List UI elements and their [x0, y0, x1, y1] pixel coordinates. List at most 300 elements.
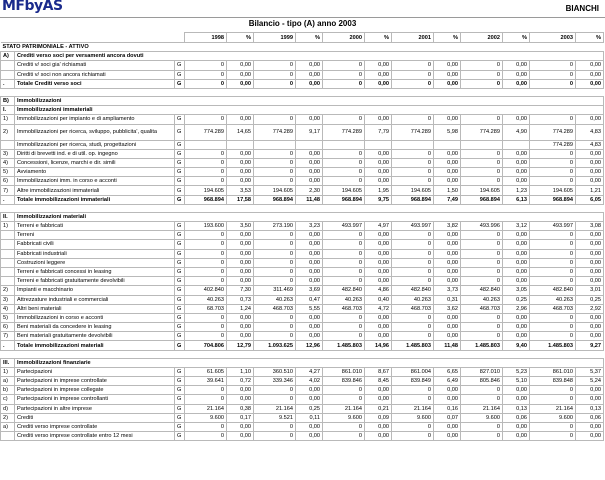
table-row — [1, 231, 604, 240]
amount-cell: 0 — [254, 177, 296, 186]
row-number: 7) — [1, 186, 15, 195]
amount-cell: 0 — [254, 395, 296, 404]
percent-cell: 3,23 — [296, 222, 323, 231]
table-row — [1, 186, 604, 195]
amount-cell: 493.997 — [323, 222, 365, 231]
row-label: Crediti verso imprese controllate — [15, 422, 175, 431]
table-row — [1, 323, 604, 332]
percent-cell: 0,31 — [434, 295, 461, 304]
row-type-flag: G — [175, 186, 185, 195]
amount-cell: 0 — [185, 386, 227, 395]
amount-cell: 0 — [323, 395, 365, 404]
group-header-label: Immobilizzazioni materiali — [15, 212, 604, 221]
amount-cell: 9.600 — [461, 413, 503, 422]
amount-cell: 0 — [392, 177, 434, 186]
amount-cell: 1.485.803 — [323, 341, 365, 350]
amount-cell: 339.346 — [254, 377, 296, 386]
amount-cell: 0 — [185, 70, 227, 79]
amount-cell: 861.010 — [530, 367, 576, 376]
percent-cell: 0,00 — [576, 168, 604, 177]
table-row — [1, 304, 604, 313]
percent-cell: 0,00 — [434, 395, 461, 404]
row-label: Partecipazioni in altre imprese — [15, 404, 175, 413]
amount-cell: 40.263 — [323, 295, 365, 304]
row-label: Crediti — [15, 413, 175, 422]
percent-cell: 0,16 — [434, 404, 461, 413]
amount-cell: 40.263 — [185, 295, 227, 304]
percent-cell: 0,00 — [503, 258, 530, 267]
percent-cell: 0,00 — [227, 177, 254, 186]
percent-cell: 5,98 — [434, 124, 461, 140]
amount-cell: 774.289 — [185, 124, 227, 140]
amount-cell: 0 — [461, 432, 503, 441]
percent-cell: 0,00 — [503, 79, 530, 88]
percent-cell: 0,00 — [296, 168, 323, 177]
amount-cell: 839.849 — [392, 377, 434, 386]
row-label: Altri beni materiali — [15, 304, 175, 313]
row-type-flag: G — [175, 286, 185, 295]
amount-cell: 0 — [323, 249, 365, 258]
percent-cell: 0,00 — [365, 158, 392, 167]
app-logo: MFbyAS — [2, 0, 63, 14]
amount-cell: 0 — [254, 240, 296, 249]
amount-cell: 1.485.803 — [392, 341, 434, 350]
percent-cell: 0,00 — [365, 386, 392, 395]
table-row — [1, 413, 604, 422]
amount-cell: 0 — [185, 323, 227, 332]
table-row — [1, 149, 604, 158]
table-row — [1, 332, 604, 341]
row-type-flag: G — [175, 295, 185, 304]
amount-cell: 0 — [530, 432, 576, 441]
percent-cell: 0,00 — [296, 432, 323, 441]
amount-cell: 0 — [254, 258, 296, 267]
percent-cell: 0,00 — [296, 395, 323, 404]
amount-cell: 9.521 — [254, 413, 296, 422]
row-label: Avviamento — [15, 168, 175, 177]
amount-cell: 0 — [461, 313, 503, 322]
col-pct: % — [227, 33, 254, 43]
amount-cell: 0 — [323, 432, 365, 441]
row-number: 6) — [1, 323, 15, 332]
amount-cell: 468.703 — [323, 304, 365, 313]
row-type-flag: G — [175, 304, 185, 313]
amount-cell: 0 — [392, 158, 434, 167]
row-label: Immobilizzazioni per ricerca, sviluppo, pubblicita', qualita — [15, 124, 175, 140]
percent-cell: 0,00 — [365, 258, 392, 267]
percent-cell: 0,00 — [296, 258, 323, 267]
amount-cell: 0 — [392, 323, 434, 332]
amount-cell: 39.641 — [185, 377, 227, 386]
percent-cell: 0,38 — [227, 404, 254, 413]
percent-cell: 0,00 — [227, 422, 254, 431]
percent-cell: 3,73 — [434, 286, 461, 295]
percent-cell: 4,27 — [296, 367, 323, 376]
table-row — [1, 432, 604, 441]
amount-cell: 21.164 — [392, 404, 434, 413]
percent-cell: 2,92 — [576, 304, 604, 313]
amount-cell: 0 — [461, 258, 503, 267]
percent-cell: 0,00 — [296, 149, 323, 158]
percent-cell: 0,00 — [296, 115, 323, 124]
amount-cell: 0 — [530, 240, 576, 249]
amount-cell: 0 — [185, 395, 227, 404]
amount-cell: 0 — [530, 168, 576, 177]
amount-cell: 493.997 — [392, 222, 434, 231]
amount-cell: 0 — [461, 115, 503, 124]
percent-cell: 0,00 — [296, 323, 323, 332]
percent-cell: 0,00 — [576, 332, 604, 341]
amount-cell: 0 — [254, 79, 296, 88]
percent-cell: 1,21 — [576, 186, 604, 195]
percent-cell: 0,00 — [576, 115, 604, 124]
row-label: Crediti v/ soci non ancora richiamati — [15, 70, 175, 79]
amount-cell: 0 — [530, 249, 576, 258]
row-type-flag: G — [175, 432, 185, 441]
table-row — [1, 404, 604, 413]
amount-cell: 0 — [254, 277, 296, 286]
percent-cell: 0,13 — [503, 404, 530, 413]
amount-cell: 0 — [461, 267, 503, 276]
row-number: d) — [1, 404, 15, 413]
amount-cell: 194.605 — [254, 186, 296, 195]
amount-cell: 0 — [185, 332, 227, 341]
percent-cell: 0,00 — [296, 422, 323, 431]
row-label: Beni materiali da concedere in leasing — [15, 323, 175, 332]
percent-cell: 0,00 — [576, 395, 604, 404]
percent-cell: 0,09 — [365, 413, 392, 422]
percent-cell: 3,01 — [576, 286, 604, 295]
percent-cell: 0,00 — [503, 386, 530, 395]
group-header-label: Crediti verso soci per versamenti ancora dovuti — [15, 52, 604, 61]
total-row — [1, 79, 604, 88]
percent-cell: 0,00 — [434, 422, 461, 431]
group-header-row — [1, 212, 604, 221]
percent-cell: 0,00 — [503, 177, 530, 186]
percent-cell: 0,00 — [227, 277, 254, 286]
amount-cell: 9.600 — [392, 413, 434, 422]
percent-cell: 0,00 — [434, 258, 461, 267]
amount-cell — [392, 140, 434, 149]
amount-cell: 0 — [530, 313, 576, 322]
amount-cell: 0 — [392, 168, 434, 177]
amount-cell: 0 — [461, 240, 503, 249]
row-type-flag: G — [175, 240, 185, 249]
percent-cell: 0,00 — [434, 313, 461, 322]
percent-cell: 0,00 — [227, 61, 254, 70]
amount-cell: 0 — [392, 240, 434, 249]
amount-cell: 861.010 — [323, 367, 365, 376]
row-label: Immobilizzazioni per ricerca, studi, progettazioni — [15, 140, 175, 149]
amount-cell: 0 — [530, 277, 576, 286]
percent-cell: 0,00 — [434, 231, 461, 240]
row-label: Attrezzature industriali e commerciali — [15, 295, 175, 304]
percent-cell: 1,95 — [365, 186, 392, 195]
amount-cell: 482.840 — [530, 286, 576, 295]
table-row — [1, 177, 604, 186]
percent-cell: 0,00 — [434, 149, 461, 158]
amount-cell: 0 — [254, 115, 296, 124]
row-label: Partecipazioni in imprese controllate — [15, 377, 175, 386]
percent-cell: 0,00 — [503, 61, 530, 70]
percent-cell: 3,82 — [434, 222, 461, 231]
percent-cell: 0,07 — [434, 413, 461, 422]
percent-cell: 0,00 — [227, 432, 254, 441]
amount-cell: 774.289 — [461, 124, 503, 140]
spacer-cell — [1, 88, 604, 96]
row-number: 4) — [1, 158, 15, 167]
row-label: Partecipazioni — [15, 367, 175, 376]
amount-cell: 968.894 — [392, 195, 434, 204]
amount-cell: 968.894 — [254, 195, 296, 204]
amount-cell: 0 — [392, 267, 434, 276]
row-label: Immobilizzazioni in corso e acconti — [15, 313, 175, 322]
row-type-flag: G — [175, 140, 185, 149]
amount-cell: 273.190 — [254, 222, 296, 231]
row-type-flag: G — [175, 124, 185, 140]
percent-cell: 0,11 — [296, 413, 323, 422]
total-row — [1, 341, 604, 350]
percent-cell: 0,00 — [503, 313, 530, 322]
percent-cell: 0,00 — [365, 432, 392, 441]
table-row — [1, 267, 604, 276]
row-number: 4) — [1, 304, 15, 313]
row-number: I. — [1, 106, 15, 115]
percent-cell: 0,00 — [576, 79, 604, 88]
percent-cell: 5,37 — [576, 367, 604, 376]
row-label: Fabbricati industriali — [15, 249, 175, 258]
percent-cell: 0,00 — [576, 323, 604, 332]
amount-cell: 0 — [530, 267, 576, 276]
amount-cell: 0 — [392, 395, 434, 404]
percent-cell: 3,62 — [434, 304, 461, 313]
amount-cell: 0 — [461, 79, 503, 88]
row-type-flag: G — [175, 332, 185, 341]
percent-cell: 0,00 — [296, 70, 323, 79]
row-label: Diritti di brevetti ind. e di util. op. ingegno — [15, 149, 175, 158]
percent-cell: 0,00 — [227, 267, 254, 276]
percent-cell: 0,00 — [365, 249, 392, 258]
amount-cell: 0 — [461, 177, 503, 186]
amount-cell: 61.605 — [185, 367, 227, 376]
percent-cell: 0,00 — [296, 277, 323, 286]
amount-cell: 0 — [323, 115, 365, 124]
amount-cell: 0 — [185, 432, 227, 441]
percent-cell: 6,65 — [434, 367, 461, 376]
group-header-label: Immobilizzazioni immateriali — [15, 106, 604, 115]
amount-cell: 839.846 — [323, 377, 365, 386]
percent-cell: 0,17 — [227, 413, 254, 422]
percent-cell: 0,00 — [227, 313, 254, 322]
group-header-label: Immobilizzazioni finanziarie — [15, 358, 604, 367]
amount-cell: 0 — [254, 422, 296, 431]
amount-cell: 0 — [254, 249, 296, 258]
amount-cell: 0 — [323, 149, 365, 158]
amount-cell: 0 — [461, 168, 503, 177]
percent-cell: 0,00 — [576, 70, 604, 79]
amount-cell: 774.289 — [323, 124, 365, 140]
row-number: 5) — [1, 313, 15, 322]
amount-cell: 0 — [185, 249, 227, 258]
amount-cell: 0 — [530, 70, 576, 79]
percent-cell: 14,96 — [365, 341, 392, 350]
percent-cell: 0,00 — [503, 70, 530, 79]
percent-cell: 0,00 — [434, 267, 461, 276]
amount-cell: 0 — [530, 115, 576, 124]
percent-cell: 7,49 — [434, 195, 461, 204]
amount-cell: 0 — [254, 158, 296, 167]
percent-cell: 0,00 — [503, 323, 530, 332]
amount-cell: 0 — [323, 70, 365, 79]
amount-cell: 193.600 — [185, 222, 227, 231]
amount-cell: 0 — [392, 231, 434, 240]
row-label: Terreni e fabbricati gratuitamente devolvibili — [15, 277, 175, 286]
row-label: Terreni e fabbricati — [15, 222, 175, 231]
amount-cell: 0 — [323, 240, 365, 249]
row-label: Terreni — [15, 231, 175, 240]
amount-cell: 40.263 — [392, 295, 434, 304]
amount-cell: 0 — [254, 149, 296, 158]
amount-cell: 0 — [392, 79, 434, 88]
amount-cell: 0 — [185, 79, 227, 88]
col-pct: % — [296, 33, 323, 43]
percent-cell: 6,13 — [503, 195, 530, 204]
row-number: B) — [1, 96, 15, 105]
row-label: Impianti e macchinario — [15, 286, 175, 295]
table-row — [1, 277, 604, 286]
percent-cell: 0,00 — [365, 115, 392, 124]
percent-cell: 1,24 — [227, 304, 254, 313]
amount-cell: 0 — [461, 277, 503, 286]
amount-cell: 0 — [323, 177, 365, 186]
company-name: BIANCHI — [565, 4, 599, 13]
percent-cell: 0,00 — [503, 168, 530, 177]
amount-cell: 0 — [323, 61, 365, 70]
percent-cell: 0,00 — [227, 158, 254, 167]
row-number: 5) — [1, 168, 15, 177]
percent-cell: 0,00 — [576, 177, 604, 186]
amount-cell: 0 — [185, 115, 227, 124]
percent-cell: 7,30 — [227, 286, 254, 295]
amount-cell: 0 — [392, 422, 434, 431]
amount-cell: 21.164 — [254, 404, 296, 413]
percent-cell: 1,10 — [227, 367, 254, 376]
percent-cell: 0,00 — [576, 277, 604, 286]
percent-cell: 3,69 — [296, 286, 323, 295]
amount-cell: 0 — [461, 231, 503, 240]
row-label: Altre immobilizzazioni immateriali — [15, 186, 175, 195]
amount-cell: 0 — [461, 70, 503, 79]
amount-cell: 0 — [185, 277, 227, 286]
percent-cell: 12,96 — [296, 341, 323, 350]
row-type-flag: G — [175, 70, 185, 79]
table-row — [1, 367, 604, 376]
percent-cell: 0,00 — [503, 249, 530, 258]
percent-cell: 0,00 — [503, 149, 530, 158]
col-year-2003: 2003 — [530, 33, 576, 43]
row-type-flag: G — [175, 249, 185, 258]
percent-cell: 0,00 — [576, 258, 604, 267]
row-label: Partecipazioni in imprese collegate — [15, 386, 175, 395]
table-row — [1, 240, 604, 249]
row-label: Partecipazioni in imprese controllanti — [15, 395, 175, 404]
total-row — [1, 195, 604, 204]
amount-cell: 0 — [392, 313, 434, 322]
percent-cell: 0,00 — [503, 277, 530, 286]
percent-cell: 0,00 — [296, 386, 323, 395]
percent-cell: 0,00 — [365, 70, 392, 79]
amount-cell: 0 — [185, 267, 227, 276]
percent-cell: 0,00 — [227, 323, 254, 332]
table-row — [1, 140, 604, 149]
percent-cell — [365, 140, 392, 149]
percent-cell: 0,00 — [365, 267, 392, 276]
percent-cell: 0,25 — [576, 295, 604, 304]
amount-cell: 0 — [185, 240, 227, 249]
amount-cell — [461, 140, 503, 149]
percent-cell: 8,67 — [365, 367, 392, 376]
percent-cell: 0,00 — [227, 249, 254, 258]
row-number — [1, 277, 15, 286]
percent-cell: 0,00 — [503, 422, 530, 431]
row-type-flag: G — [175, 231, 185, 240]
percent-cell — [503, 140, 530, 149]
amount-cell: 0 — [323, 323, 365, 332]
amount-cell: 0 — [392, 70, 434, 79]
amount-cell: 774.289 — [530, 140, 576, 149]
amount-cell: 0 — [461, 395, 503, 404]
amount-cell: 0 — [392, 432, 434, 441]
percent-cell: 4,86 — [365, 286, 392, 295]
spacer-row — [1, 350, 604, 358]
amount-cell: 468.703 — [461, 304, 503, 313]
amount-cell: 1.485.803 — [461, 341, 503, 350]
row-label: Totale immobilizzazioni immateriali — [15, 195, 175, 204]
percent-cell: 0,00 — [576, 61, 604, 70]
amount-cell: 0 — [323, 231, 365, 240]
col-year-1998: 1998 — [185, 33, 227, 43]
spacer-row — [1, 204, 604, 212]
group-header-row — [1, 106, 604, 115]
percent-cell: 1,23 — [503, 186, 530, 195]
amount-cell: 774.289 — [530, 124, 576, 140]
amount-cell: 311.469 — [254, 286, 296, 295]
table-row — [1, 249, 604, 258]
amount-cell: 0 — [461, 61, 503, 70]
row-number: . — [1, 79, 15, 88]
amount-cell: 468.703 — [392, 304, 434, 313]
percent-cell: 0,06 — [576, 413, 604, 422]
section-title: STATO PATRIMONIALE - ATTIVO — [1, 43, 604, 52]
row-number: 2) — [1, 413, 15, 422]
percent-cell: 0,00 — [434, 432, 461, 441]
amount-cell: 0 — [392, 249, 434, 258]
percent-cell: 4,72 — [365, 304, 392, 313]
percent-cell: 0,13 — [576, 404, 604, 413]
row-number — [1, 140, 15, 149]
percent-cell: 5,10 — [503, 377, 530, 386]
percent-cell — [296, 140, 323, 149]
row-number: 1) — [1, 115, 15, 124]
row-number — [1, 240, 15, 249]
amount-cell: 0 — [323, 258, 365, 267]
table-row — [1, 115, 604, 124]
percent-cell: 1,50 — [434, 186, 461, 195]
spacer-cell — [1, 350, 604, 358]
row-type-flag: G — [175, 341, 185, 350]
row-number — [1, 267, 15, 276]
percent-cell: 0,00 — [576, 240, 604, 249]
